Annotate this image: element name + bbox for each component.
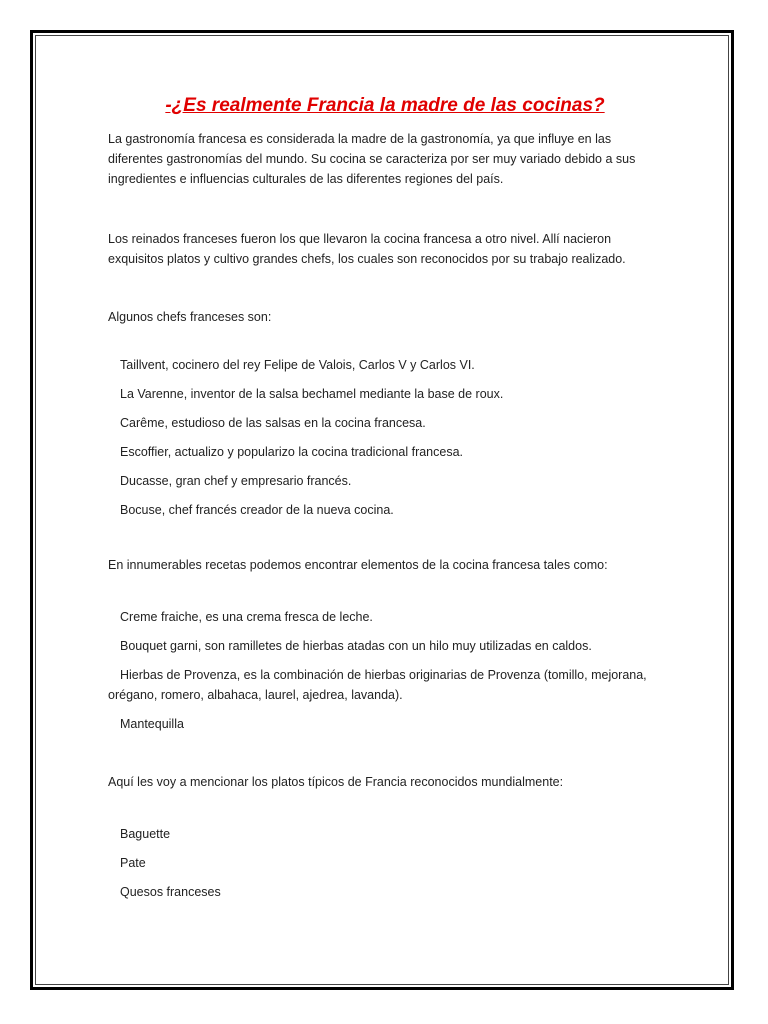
list-item: Baguette <box>120 827 171 841</box>
document-title: -¿Es realmente Francia la madre de las cocinas? <box>165 95 605 116</box>
list-item: Ducasse, gran chef y empresario francés. <box>120 474 352 488</box>
list-item: Taillvent, cocinero del rey Felipe de Valois, Carlos V y Carlos VI. <box>120 358 475 372</box>
paragraph-recetas-intro: En innumerables recetas podemos encontrar elementos de la cocina francesa tales como: <box>108 558 608 572</box>
platos-list <box>108 824 668 902</box>
list-item: Escoffier, actualizo y popularizo la cocina tradicional francesa. <box>120 445 464 459</box>
list-item: Creme fraiche, es una crema fresca de leche. <box>120 610 373 624</box>
document-page <box>30 30 734 990</box>
list-item: Hierbas de Provenza, es la combinación de hierbas originarias de Provenza (tomillo, mejorana, orégano, romero, albahaca, laurel, ajedrea, lavanda). <box>108 668 647 702</box>
list-item: Bocuse, chef francés creador de la nueva cocina. <box>120 503 394 517</box>
chefs-list <box>108 355 668 520</box>
list-item: La Varenne, inventor de la salsa bechamel mediante la base de roux. <box>120 387 504 401</box>
document-body <box>108 91 668 902</box>
paragraph-chefs-intro: Algunos chefs franceses son: <box>108 310 272 324</box>
list-item: Bouquet garni, son ramilletes de hierbas atadas con un hilo muy utilizadas en caldos. <box>120 639 592 653</box>
paragraph-platos-intro: Aquí les voy a mencionar los platos típicos de Francia reconocidos mundialmente: <box>108 775 564 789</box>
list-item: Carême, estudioso de las salsas en la cocina francesa. <box>120 416 426 430</box>
paragraph-reinados: Los reinados franceses fueron los que llevaron la cocina francesa a otro nivel. Allí nacieron exquisitos platos y cultivo grandes chefs, los cuales son reconocidos por su trabajo realizado. <box>108 232 626 266</box>
elementos-list <box>108 607 668 734</box>
list-item: Mantequilla <box>120 717 184 731</box>
list-item: Pate <box>120 856 146 870</box>
list-item: Quesos franceses <box>120 885 221 899</box>
paragraph-intro: La gastronomía francesa es considerada la madre de la gastronomía, ya que influye en las diferentes gastronomías del mundo. Su cocina se caracteriza por ser muy variado debido a sus ingredientes e influencias culturales de las diferentes regiones del país. <box>108 132 636 186</box>
